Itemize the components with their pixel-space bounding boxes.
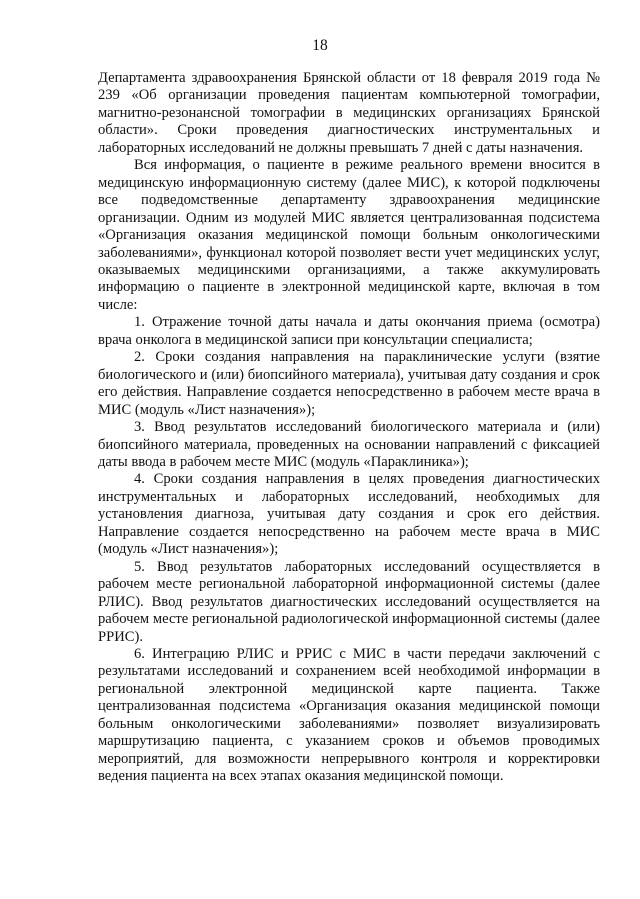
paragraph-continuation: Департамента здравоохранения Брянской области от 18 февраля 2019 года № 239 «Об организации проведения пациентам компьютерной томографии, магнитно-резонансной томографии в медицинских организациях Брянской области». Сроки проведения диагностических инструментальных и лабораторных исследований не должны превышать 7 дней с даты назначения. xyxy=(98,70,600,156)
paragraph-mis-info: Вся информация, о пациенте в режиме реального времени вносится в медицинскую информационную систему (далее МИС), к которой подключены все подведомственные департаменту здравоохранения медицинские организации. Одним из модулей МИС является централизованная подсистема «Организация оказания медицинской помощи больным онкологическими заболеваниями», функционал которой позволяет вести учет медицинских услуг, оказываемых медицинскими организациями, а также аккумулировать информацию о пациенте в электронной медицинской карте, включая в том числе: xyxy=(98,157,600,313)
list-item-2: 2. Сроки создания направления на параклинические услуги (взятие биологического и (или) биопсийного материала), учитывая дату создания и срок его действия. Направление создается непосредственно в рабочем месте врача в МИС (модуль «Лист назначения»); xyxy=(98,349,600,418)
list-item-1: 1. Отражение точной даты начала и даты окончания приема (осмотра) врача онколога в медицинской записи при консультации специалиста; xyxy=(98,314,600,348)
list-item-5: 5. Ввод результатов лабораторных исследований осуществляется в рабочем месте региональной лабораторной информационной системы (далее РЛИС). Ввод результатов диагностических исследований осуществляется на рабочем месте региональной радиологической информационной системы (далее РРИС). xyxy=(98,558,600,645)
document-body xyxy=(98,70,600,786)
list-item-3: 3. Ввод результатов исследований биологического материала и (или) биопсийного материала, проведенных на основании направлений с фиксацией даты ввода в рабочем месте МИС (модуль «Параклиника»); xyxy=(98,419,600,470)
page-number: 18 xyxy=(312,37,328,54)
list-item-6: 6. Интеграцию РЛИС и РРИС с МИС в части передачи заключений с результатами исследований и сохранением всей необходимой информации в региональной электронной медицинской карте пациента. Также централизованная подсистема «Организация оказания медицинской помощи больным онкологическими заболеваниями» позволяет визуализировать маршрутизацию пациента, с указанием сроков и объемов проводимых мероприятий, для возможности непрерывного контроля и корректировки ведения пациента на всех этапах оказания медицинской помощи. xyxy=(98,645,600,785)
list-item-4: 4. Сроки создания направления в целях проведения диагностических инструментальных и лабораторных исследований, необходимых для установления диагноза, учитывая дату создания и срок его действия. Направление создается непосредственно на рабочем месте врача в МИС (модуль «Лист назначения»); xyxy=(98,471,600,558)
